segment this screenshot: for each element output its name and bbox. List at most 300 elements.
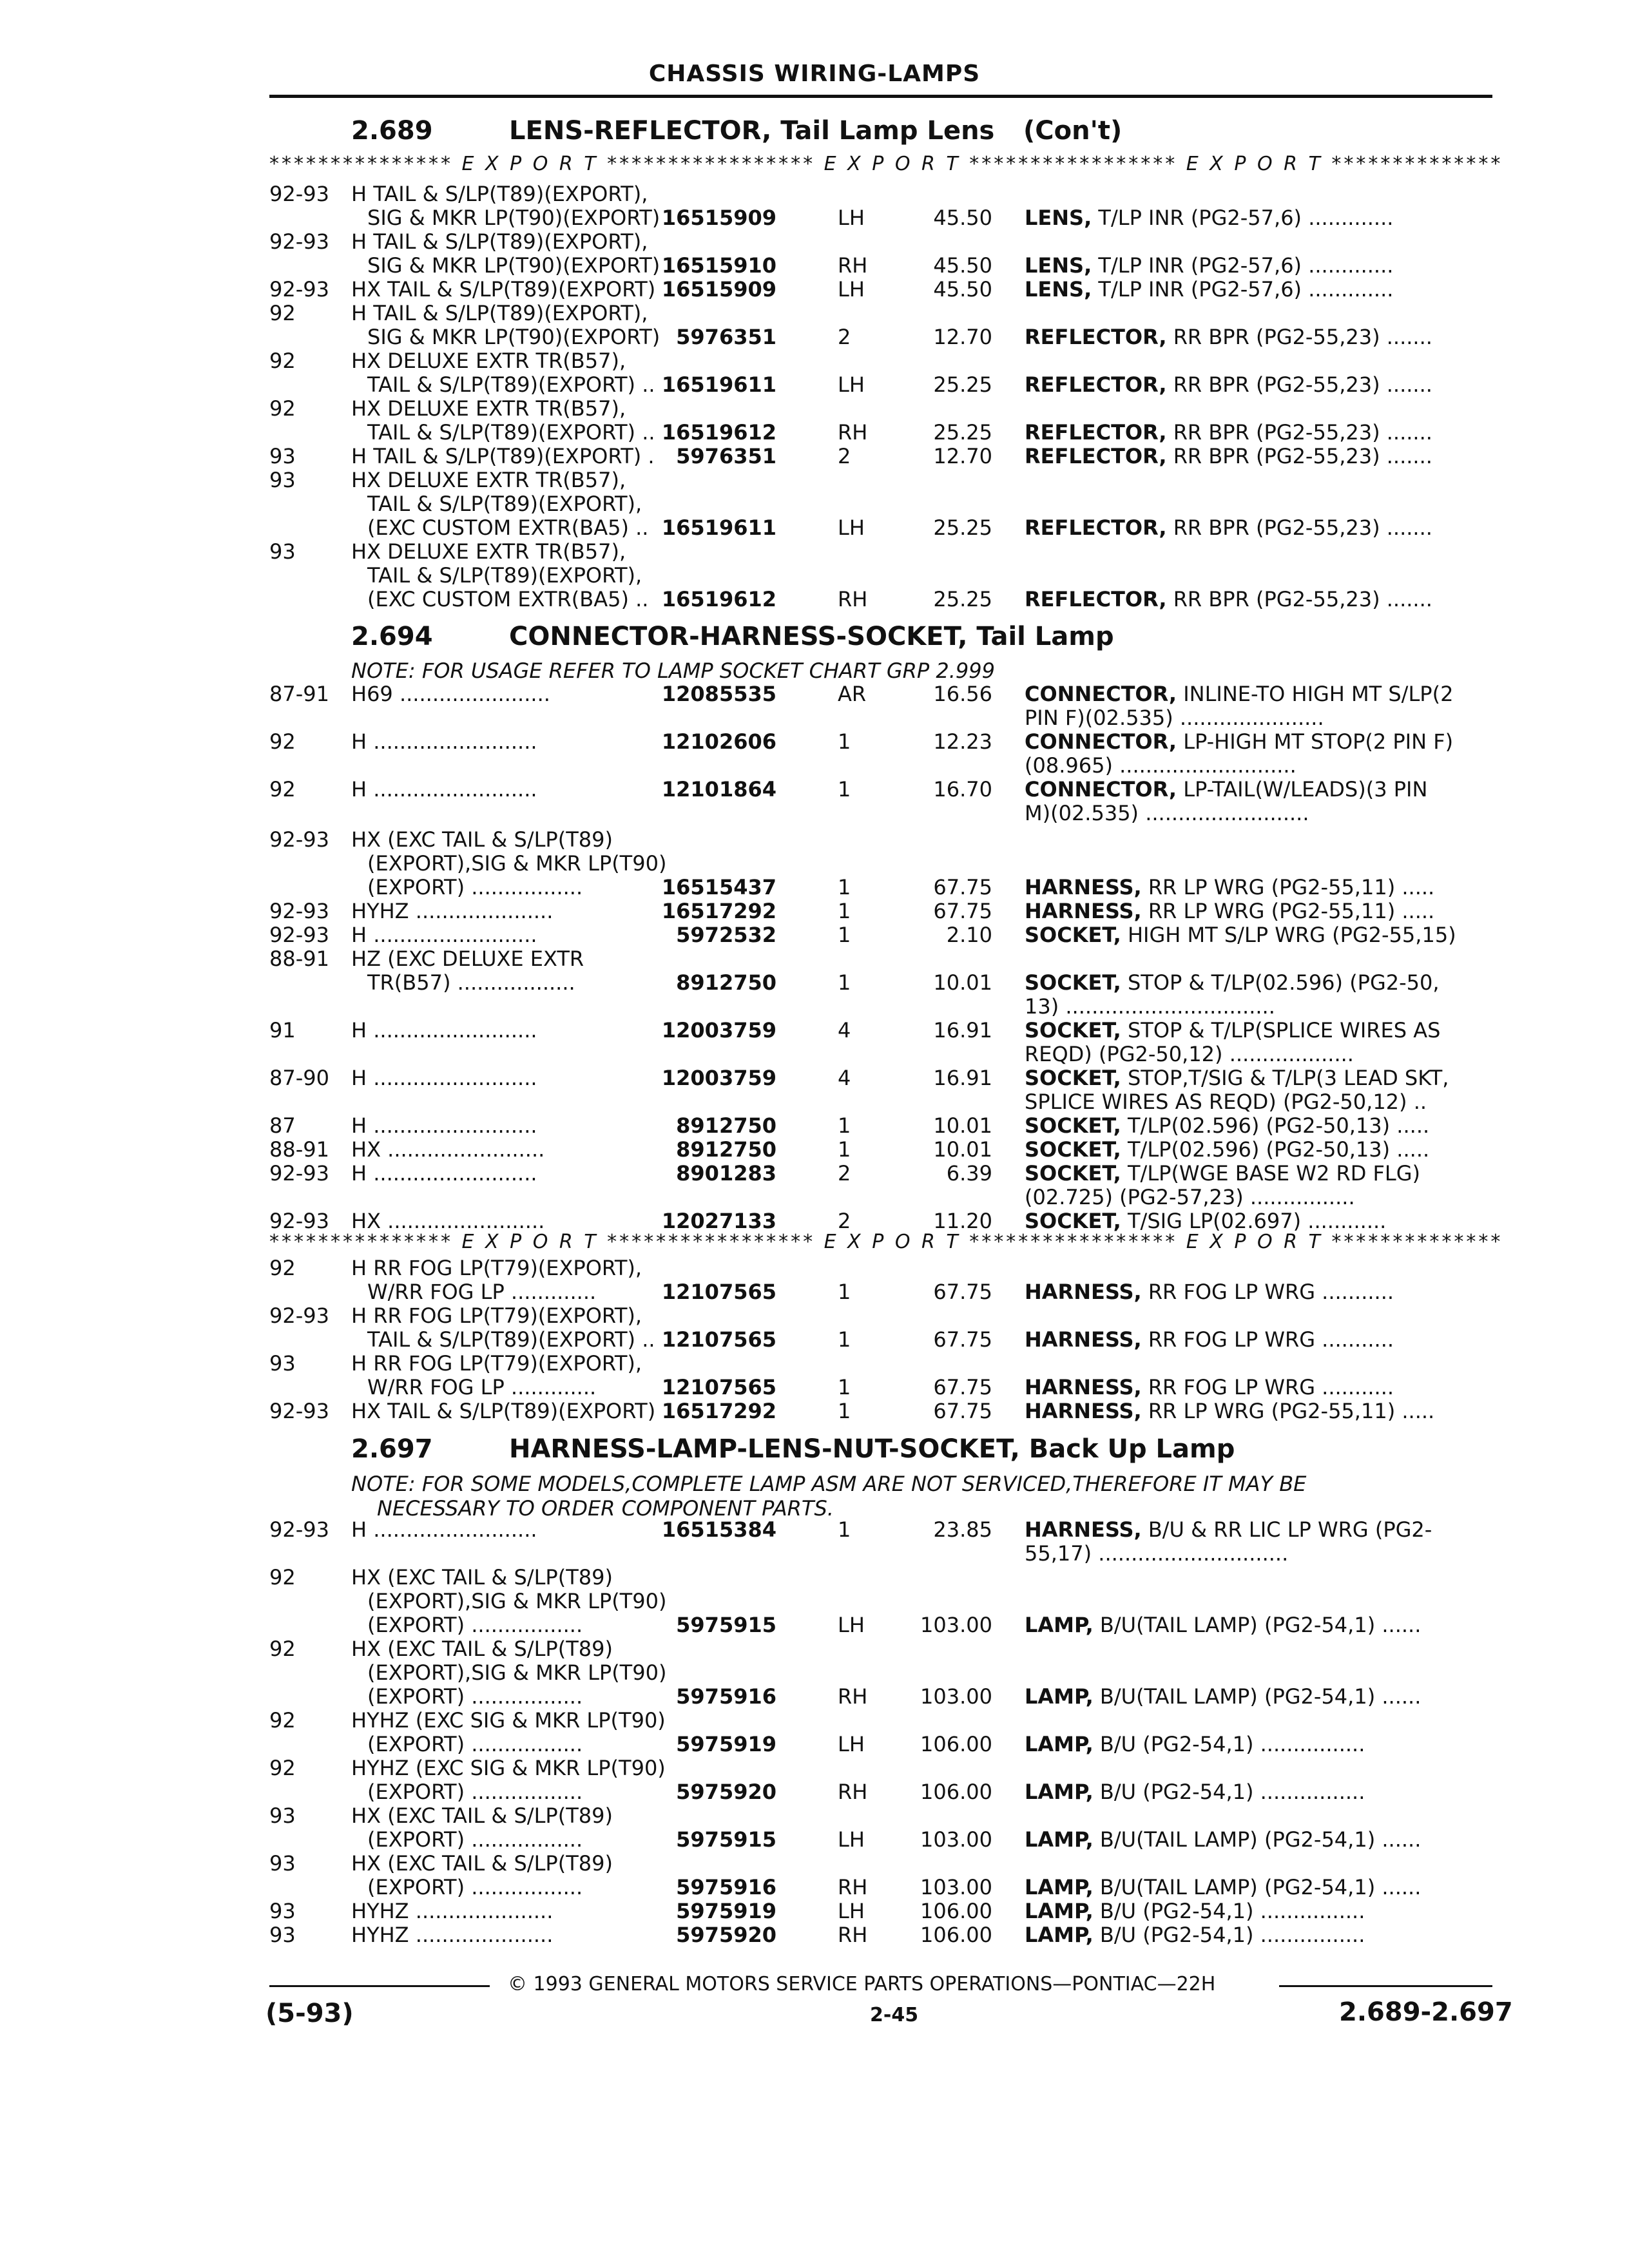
model-cell: H ......................... [351, 923, 537, 947]
table-row [0, 1590, 1629, 1613]
export-banner: *************** E X P O R T ***************** E X P O R T ***************** E X P O R T ************** [269, 1231, 1503, 1253]
footer-copyright: © 1993 GENERAL MOTORS SERVICE PARTS OPERATIONS—PONTIAC—22H [508, 1973, 1216, 1995]
model-cell: (EXPORT),SIG & MKR LP(T90) [367, 1589, 667, 1613]
part-cell: 8901283 [676, 1161, 776, 1186]
model-cell: TAIL & S/LP(T89)(EXPORT), [367, 492, 642, 516]
section-continued-label: (Con't) [1023, 116, 1123, 146]
part-cell: 16517292 [661, 899, 776, 923]
table-row [0, 899, 1629, 923]
description-cell [1025, 588, 1432, 611]
qty-cell: RH [838, 1780, 868, 1804]
description-name: SOCKET, [1025, 1137, 1121, 1162]
model-cell: HYHZ ..................... [351, 899, 554, 923]
year-cell: 92 [269, 1256, 296, 1280]
qty-cell: 1 [838, 1375, 851, 1399]
qty-cell: AR [838, 682, 867, 706]
model-cell: HZ (EXC DELUXE EXTR [351, 947, 584, 971]
part-cell: 16515909 [661, 206, 776, 230]
qty-cell: LH [838, 1613, 865, 1637]
part-cell: 8912750 [676, 1113, 776, 1138]
year-cell: 92-93 [269, 899, 329, 923]
model-cell: H RR FOG LP(T79)(EXPORT), [351, 1256, 642, 1280]
model-cell: (EXPORT),SIG & MKR LP(T90) [367, 1660, 667, 1685]
table-row [0, 1114, 1629, 1138]
table-row [0, 1019, 1629, 1043]
description-name: HARNESS, [1025, 875, 1142, 899]
description-cell [1025, 1518, 1432, 1542]
table-row [0, 1186, 1629, 1209]
description-name: HARNESS, [1025, 1399, 1142, 1423]
model-cell: H ......................... [351, 1113, 537, 1138]
description-cell [1025, 373, 1432, 397]
price-cell: 2.10 [946, 923, 992, 947]
year-cell: 92-93 [269, 1399, 329, 1423]
description-detail: STOP & T/LP(02.596) (PG2-50, [1127, 970, 1440, 995]
qty-cell: 1 [838, 1517, 851, 1542]
model-cell: H RR FOG LP(T79)(EXPORT), [351, 1351, 642, 1376]
description-name: CONNECTOR, [1025, 729, 1177, 754]
model-cell: HX (EXC TAIL & S/LP(T89) [351, 1803, 613, 1828]
qty-cell: 2 [838, 444, 851, 468]
part-cell: 12003759 [661, 1018, 776, 1043]
part-cell: 12003759 [661, 1066, 776, 1090]
description-cell [1025, 1376, 1394, 1399]
price-cell: 45.50 [933, 253, 992, 278]
year-cell: 93 [269, 1351, 296, 1376]
qty-cell: 1 [838, 1280, 851, 1304]
table-row [0, 516, 1629, 540]
table-row [0, 349, 1629, 373]
table-row [0, 1138, 1629, 1162]
table-row [0, 754, 1629, 778]
description-name: LAMP, [1025, 1780, 1094, 1804]
table-row [0, 1733, 1629, 1756]
footer-date: (5-93) [265, 1999, 354, 2028]
table-row [0, 802, 1629, 825]
price-cell: 11.20 [933, 1209, 992, 1233]
table-row [0, 1709, 1629, 1733]
part-cell: 12107565 [661, 1375, 776, 1399]
description-cell [1025, 1923, 1365, 1947]
group-range: 2.689-2.697 [1339, 1997, 1513, 2027]
table-row [0, 492, 1629, 516]
description-name: SOCKET, [1025, 923, 1121, 947]
description-cell [1025, 206, 1393, 230]
year-cell: 92 [269, 396, 296, 421]
qty-cell: 1 [838, 729, 851, 754]
price-cell: 106.00 [920, 1923, 992, 1947]
table-row [0, 1352, 1629, 1376]
year-cell: 93 [269, 1803, 296, 1828]
model-cell: (EXPORT),SIG & MKR LP(T90) [367, 851, 667, 876]
price-cell: 16.70 [933, 777, 992, 802]
qty-cell: 1 [838, 1399, 851, 1423]
table-row [0, 588, 1629, 611]
part-cell: 5976351 [676, 444, 776, 468]
qty-cell: LH [838, 1899, 865, 1923]
price-cell: 25.25 [933, 515, 992, 540]
description-name: REFLECTOR, [1025, 587, 1167, 611]
year-cell: 92 [269, 301, 296, 325]
description-name: CONNECTOR, [1025, 777, 1177, 802]
description-detail: B/U(TAIL LAMP) (PG2-54,1) ...... [1099, 1875, 1422, 1899]
description-name: REFLECTOR, [1025, 444, 1167, 468]
description-name: LAMP, [1025, 1827, 1094, 1852]
table-row [0, 852, 1629, 876]
description-detail: RR FOG LP WRG ........... [1148, 1280, 1394, 1304]
description-name: HARNESS, [1025, 899, 1142, 923]
table-row [0, 1756, 1629, 1780]
qty-cell: 1 [838, 1327, 851, 1352]
year-cell: 92-93 [269, 1161, 329, 1186]
table-row [0, 1566, 1629, 1590]
model-cell: H ......................... [351, 1066, 537, 1090]
year-cell: 92 [269, 1637, 296, 1661]
table-row [0, 540, 1629, 564]
model-cell: H ......................... [351, 729, 537, 754]
year-cell: 93 [269, 444, 296, 468]
price-cell: 23.85 [933, 1517, 992, 1542]
footer-rule-left [269, 1985, 490, 1987]
description-name: REFLECTOR, [1025, 325, 1167, 349]
price-cell: 106.00 [920, 1780, 992, 1804]
qty-cell: 1 [838, 1113, 851, 1138]
model-cell: (EXPORT) ................. [367, 1684, 583, 1709]
description-cell [1025, 778, 1427, 802]
table-row [0, 1066, 1629, 1090]
part-cell: 5975920 [676, 1780, 776, 1804]
model-cell: (EXPORT) ................. [367, 1613, 583, 1637]
model-cell: HX ........................ [351, 1209, 545, 1233]
description-cell [1025, 254, 1393, 278]
model-cell: (EXPORT) ................. [367, 875, 583, 899]
description-name: SOCKET, [1025, 1018, 1121, 1043]
qty-cell: LH [838, 515, 865, 540]
qty-cell: 2 [838, 325, 851, 349]
qty-cell: 2 [838, 1209, 851, 1233]
description-cell [1025, 1162, 1420, 1186]
description-detail: RR BPR (PG2-55,23) ....... [1173, 515, 1432, 540]
year-cell: 88-91 [269, 947, 329, 971]
model-cell: HX (EXC TAIL & S/LP(T89) [351, 827, 613, 852]
description-cell [1025, 1399, 1434, 1423]
description-cell [1025, 1043, 1354, 1066]
section-2694 [0, 622, 1629, 654]
table-row [0, 1661, 1629, 1685]
price-cell: 16.91 [933, 1018, 992, 1043]
table-row [0, 1852, 1629, 1876]
description-detail: REQD) (PG2-50,12) ................... [1025, 1042, 1354, 1066]
model-cell: (EXC CUSTOM EXTR(BA5) .. [367, 515, 649, 540]
description-cell [1025, 1114, 1429, 1138]
description-detail: M)(02.535) ......................... [1025, 801, 1309, 825]
description-cell [1025, 1685, 1421, 1709]
year-cell: 92-93 [269, 1517, 329, 1542]
description-name: SOCKET, [1025, 1113, 1121, 1138]
description-cell [1025, 1090, 1427, 1114]
description-cell [1025, 1613, 1421, 1637]
price-cell: 16.56 [933, 682, 992, 706]
model-cell: TAIL & S/LP(T89)(EXPORT) .. [367, 420, 655, 445]
description-detail: 55,17) ............................. [1025, 1541, 1289, 1566]
model-cell: (EXC CUSTOM EXTR(BA5) .. [367, 587, 649, 611]
price-cell: 25.25 [933, 372, 992, 397]
description-cell [1025, 1138, 1429, 1162]
table-row [0, 397, 1629, 421]
qty-cell: RH [838, 253, 868, 278]
price-cell: 25.25 [933, 587, 992, 611]
description-detail: B/U (PG2-54,1) ................ [1099, 1732, 1365, 1756]
table-row [0, 1637, 1629, 1661]
description-detail: RR BPR (PG2-55,23) ....... [1173, 587, 1432, 611]
year-cell: 91 [269, 1018, 296, 1043]
price-cell: 103.00 [920, 1827, 992, 1852]
qty-cell: RH [838, 420, 868, 445]
price-cell: 67.75 [933, 1327, 992, 1352]
table-row [0, 278, 1629, 302]
part-cell: 12085535 [661, 682, 776, 706]
description-cell [1025, 1828, 1421, 1852]
description-detail: RR LP WRG (PG2-55,11) ..... [1148, 1399, 1435, 1423]
description-name: LAMP, [1025, 1899, 1094, 1923]
section-note: NOTE: FOR USAGE REFER TO LAMP SOCKET CHART GRP 2.999 [351, 658, 995, 683]
table-row [0, 468, 1629, 492]
year-cell: 93 [269, 468, 296, 492]
description-name: LAMP, [1025, 1732, 1094, 1756]
qty-cell: LH [838, 277, 865, 302]
description-cell [1025, 278, 1393, 302]
part-cell: 16519611 [661, 515, 776, 540]
table-row [0, 421, 1629, 445]
description-detail: PIN F)(02.535) ...................... [1025, 706, 1324, 730]
price-cell: 12.70 [933, 444, 992, 468]
year-cell: 92-93 [269, 229, 329, 254]
part-cell: 5975920 [676, 1923, 776, 1947]
table-row [0, 1804, 1629, 1828]
price-cell: 106.00 [920, 1732, 992, 1756]
qty-cell: 1 [838, 777, 851, 802]
model-cell: HX DELUXE EXTR TR(B57), [351, 349, 626, 373]
description-detail: B/U(TAIL LAMP) (PG2-54,1) ...... [1099, 1827, 1422, 1852]
table-row [0, 730, 1629, 754]
year-cell: 92-93 [269, 923, 329, 947]
table-row [0, 1304, 1629, 1328]
description-name: SOCKET, [1025, 970, 1121, 995]
part-cell: 16515384 [661, 1517, 776, 1542]
price-cell: 6.39 [946, 1161, 992, 1186]
description-cell [1025, 1209, 1386, 1233]
table-row [0, 1518, 1629, 1542]
table-row [0, 1376, 1629, 1399]
description-cell [1025, 754, 1296, 778]
table-row [0, 876, 1629, 899]
table-row [0, 1328, 1629, 1352]
description-cell [1025, 923, 1456, 947]
table-row [0, 682, 1629, 706]
price-cell: 10.01 [933, 1113, 992, 1138]
price-cell: 106.00 [920, 1899, 992, 1923]
price-cell: 67.75 [933, 875, 992, 899]
part-cell: 12101864 [661, 777, 776, 802]
qty-cell: RH [838, 1923, 868, 1947]
model-cell: (EXPORT) ................. [367, 1780, 583, 1804]
page-number: 2-45 [870, 2004, 919, 2026]
model-cell: TR(B57) .................. [367, 970, 575, 995]
year-cell: 92 [269, 349, 296, 373]
description-cell [1025, 876, 1434, 899]
page-header: CHASSIS WIRING-LAMPS [648, 61, 981, 87]
description-name: HARNESS, [1025, 1517, 1142, 1542]
model-cell: H ......................... [351, 777, 537, 802]
model-cell: HX (EXC TAIL & S/LP(T89) [351, 1637, 613, 1661]
year-cell: 93 [269, 1851, 296, 1876]
description-cell [1025, 1019, 1440, 1043]
description-detail: B/U(TAIL LAMP) (PG2-54,1) ...... [1099, 1684, 1422, 1709]
description-detail: B/U (PG2-54,1) ................ [1099, 1899, 1365, 1923]
model-cell: HX DELUXE EXTR TR(B57), [351, 468, 626, 492]
description-detail: 13) ................................ [1025, 994, 1275, 1019]
table-row [0, 206, 1629, 230]
table-row [0, 706, 1629, 730]
description-detail: RR LP WRG (PG2-55,11) ..... [1148, 899, 1435, 923]
qty-cell: RH [838, 1875, 868, 1899]
description-detail: STOP,T/SIG & T/LP(3 LEAD SKT, [1127, 1066, 1449, 1090]
description-name: LAMP, [1025, 1613, 1094, 1637]
description-detail: (08.965) ........................... [1025, 753, 1296, 778]
model-cell: TAIL & S/LP(T89)(EXPORT) .. [367, 1327, 655, 1352]
qty-cell: RH [838, 587, 868, 611]
qty-cell: 1 [838, 875, 851, 899]
table-row [0, 1876, 1629, 1899]
table-row [0, 1613, 1629, 1637]
model-cell: H TAIL & S/LP(T89)(EXPORT), [351, 182, 648, 206]
year-cell: 92-93 [269, 182, 329, 206]
description-detail: B/U (PG2-54,1) ................ [1099, 1923, 1365, 1947]
section-note: NOTE: FOR SOME MODELS,COMPLETE LAMP ASM ARE NOT SERVICED,THEREFORE IT MAY BE [351, 1472, 1307, 1496]
part-cell: 5975916 [676, 1684, 776, 1709]
description-detail: RR BPR (PG2-55,23) ....... [1173, 420, 1432, 445]
year-cell: 88-91 [269, 1137, 329, 1162]
table-row [0, 1399, 1629, 1423]
model-cell: HYHZ (EXC SIG & MKR LP(T90) [351, 1756, 666, 1780]
year-cell: 87 [269, 1113, 296, 1138]
description-name: HARNESS, [1025, 1375, 1142, 1399]
model-cell: HX DELUXE EXTR TR(B57), [351, 539, 626, 564]
price-cell: 103.00 [920, 1613, 992, 1637]
price-cell: 67.75 [933, 1399, 992, 1423]
description-name: SOCKET, [1025, 1161, 1121, 1186]
section-number: 2.689 [351, 116, 433, 146]
model-cell: HYHZ (EXC SIG & MKR LP(T90) [351, 1708, 666, 1733]
part-cell: 5972532 [676, 923, 776, 947]
section-title: CONNECTOR-HARNESS-SOCKET, Tail Lamp [509, 622, 1114, 651]
description-cell [1025, 730, 1453, 754]
year-cell: 92-93 [269, 1303, 329, 1328]
section-number: 2.694 [351, 622, 433, 651]
description-detail: LP-TAIL(W/LEADS)(3 PIN [1183, 777, 1428, 802]
description-detail: LP-HIGH MT STOP(2 PIN F) [1183, 729, 1454, 754]
model-cell: H TAIL & S/LP(T89)(EXPORT), [351, 301, 648, 325]
model-cell: HX (EXC TAIL & S/LP(T89) [351, 1565, 613, 1590]
description-name: LENS, [1025, 206, 1092, 230]
price-cell: 16.91 [933, 1066, 992, 1090]
year-cell: 93 [269, 1923, 296, 1947]
model-cell: TAIL & S/LP(T89)(EXPORT) .. [367, 372, 655, 397]
table-row [0, 230, 1629, 254]
table-row [0, 995, 1629, 1019]
part-cell: 12027133 [661, 1209, 776, 1233]
table-row [0, 971, 1629, 995]
qty-cell: 1 [838, 899, 851, 923]
part-cell: 16519612 [661, 587, 776, 611]
model-cell: H RR FOG LP(T79)(EXPORT), [351, 1303, 642, 1328]
part-cell: 16519611 [661, 372, 776, 397]
description-cell [1025, 1186, 1355, 1209]
table-row [0, 302, 1629, 325]
description-detail: RR BPR (PG2-55,23) ....... [1173, 325, 1432, 349]
model-cell: H ......................... [351, 1517, 537, 1542]
table-row [0, 1209, 1629, 1233]
qty-cell: LH [838, 1732, 865, 1756]
price-cell: 10.01 [933, 1137, 992, 1162]
qty-cell: LH [838, 1827, 865, 1852]
description-detail: STOP & T/LP(SPLICE WIRES AS [1127, 1018, 1441, 1043]
table-row [0, 1923, 1629, 1947]
part-cell: 5975915 [676, 1613, 776, 1637]
qty-cell: 4 [838, 1066, 851, 1090]
description-cell [1025, 1780, 1365, 1804]
description-name: CONNECTOR, [1025, 682, 1177, 706]
year-cell: 92-93 [269, 277, 329, 302]
qty-cell: 1 [838, 1137, 851, 1162]
table-row [0, 1256, 1629, 1280]
part-cell: 5976351 [676, 325, 776, 349]
part-cell: 16517292 [661, 1399, 776, 1423]
model-cell: H69 ....................... [351, 682, 550, 706]
description-cell [1025, 706, 1324, 730]
qty-cell: 2 [838, 1161, 851, 1186]
model-cell: SIG & MKR LP(T90)(EXPORT) [367, 253, 660, 278]
year-cell: 87-91 [269, 682, 329, 706]
year-cell: 92 [269, 1756, 296, 1780]
section-title: HARNESS-LAMP-LENS-NUT-SOCKET, Back Up Lamp [509, 1434, 1235, 1464]
price-cell: 67.75 [933, 1280, 992, 1304]
model-cell: SIG & MKR LP(T90)(EXPORT) [367, 206, 660, 230]
model-cell: H TAIL & S/LP(T89)(EXPORT), [351, 229, 648, 254]
part-cell: 16515910 [661, 253, 776, 278]
description-detail: SPLICE WIRES AS REQD) (PG2-50,12) .. [1025, 1090, 1427, 1114]
description-cell [1025, 1542, 1288, 1566]
table-row [0, 564, 1629, 588]
description-detail: RR BPR (PG2-55,23) ....... [1173, 372, 1432, 397]
description-cell [1025, 1328, 1394, 1352]
part-cell: 16515437 [661, 875, 776, 899]
model-cell: HX ........................ [351, 1137, 545, 1162]
description-detail: RR FOG LP WRG ........... [1148, 1375, 1394, 1399]
description-cell [1025, 1280, 1394, 1304]
part-cell: 5975919 [676, 1899, 776, 1923]
table-row [0, 1780, 1629, 1804]
header-rule [269, 95, 1492, 98]
model-cell: HX (EXC TAIL & S/LP(T89) [351, 1851, 613, 1876]
table-row [0, 182, 1629, 206]
table-row [0, 1685, 1629, 1709]
description-cell [1025, 995, 1275, 1019]
description-detail: RR LP WRG (PG2-55,11) ..... [1148, 875, 1435, 899]
part-cell: 8912750 [676, 970, 776, 995]
model-cell: HX TAIL & S/LP(T89)(EXPORT) [351, 277, 656, 302]
description-cell [1025, 1733, 1365, 1756]
